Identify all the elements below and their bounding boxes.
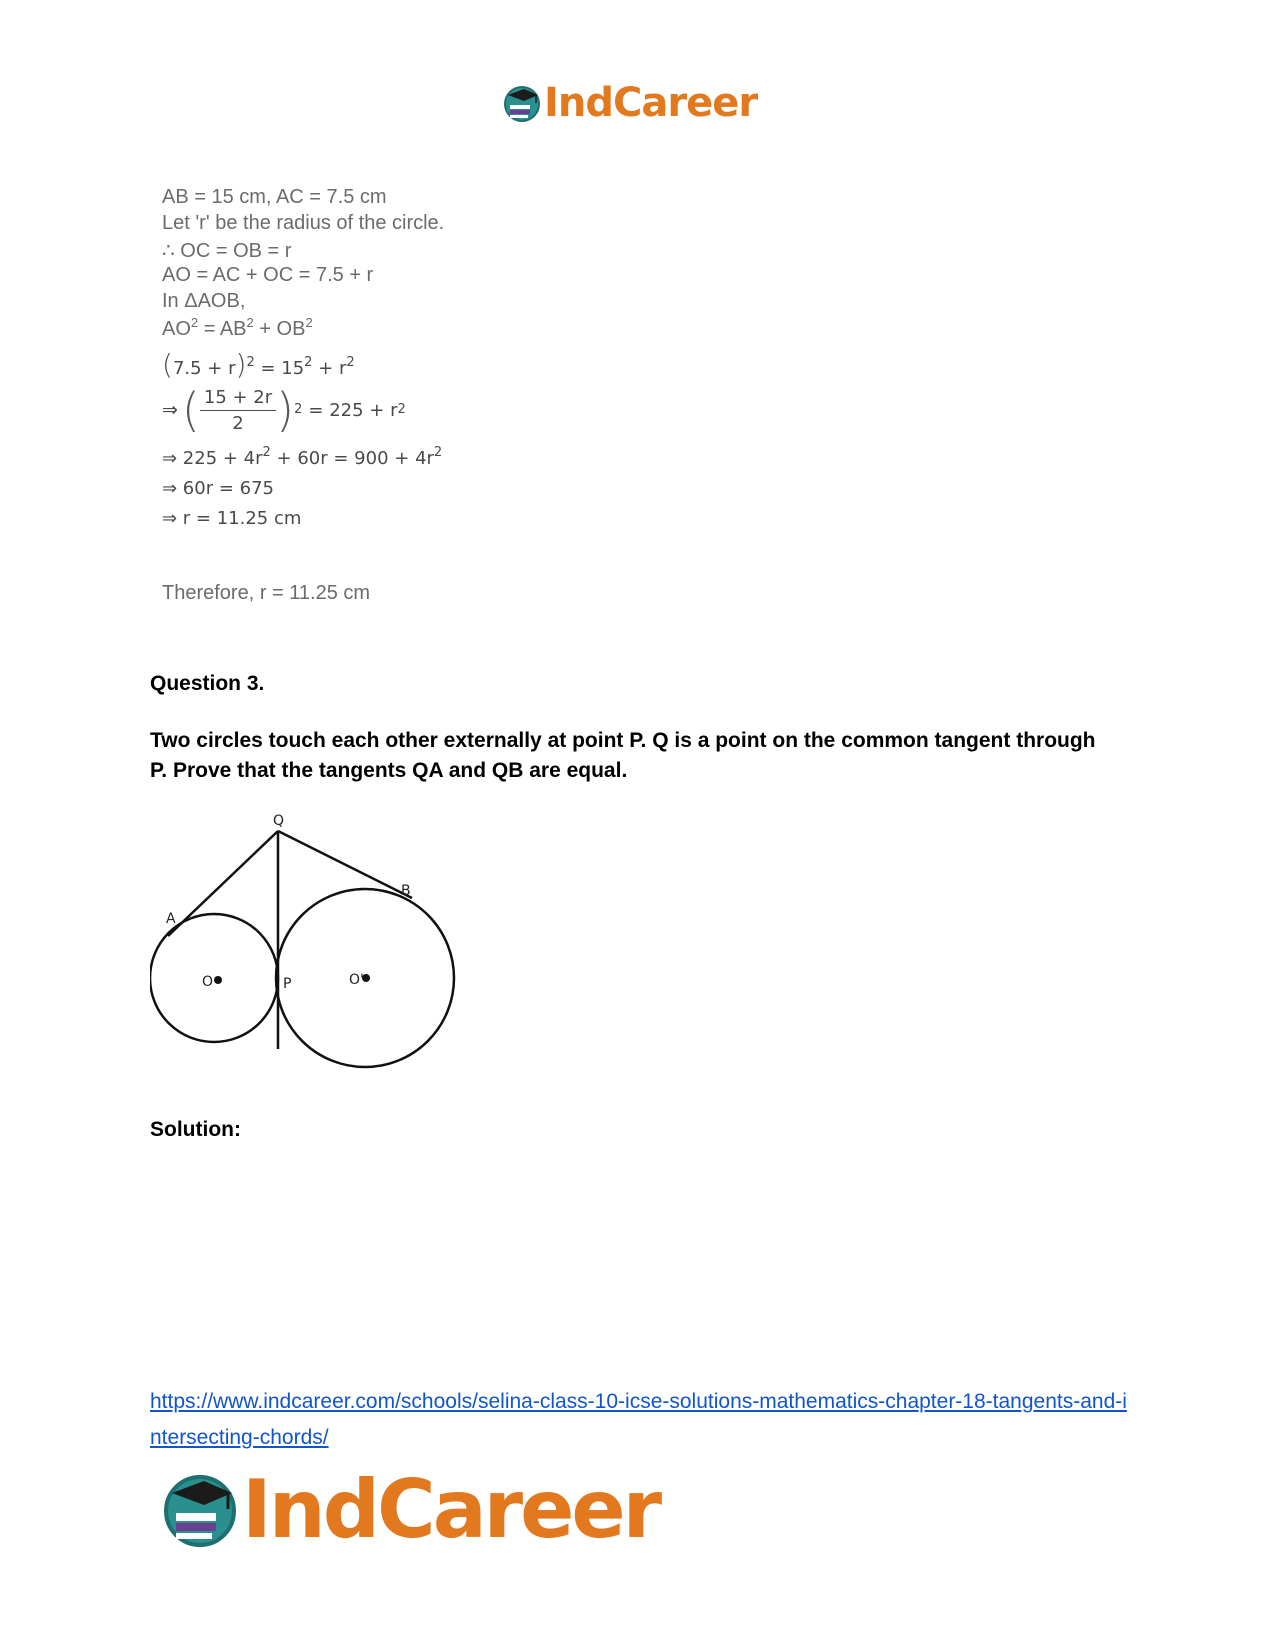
solution-line: [162, 348, 355, 381]
exponent: 2: [433, 445, 443, 460]
solution-heading: Solution:: [150, 1118, 241, 1141]
expr-part: + 60r = 900 + 4r: [270, 448, 434, 469]
paren: (: [162, 348, 173, 381]
expr-part: ⇒ 225 + 4r: [162, 448, 263, 469]
indcareer-logo-icon: [502, 83, 542, 123]
label-b: B: [401, 883, 411, 899]
expr-part: = AB: [198, 318, 247, 340]
paren: ): [276, 383, 295, 437]
paren: (: [181, 383, 200, 437]
solution-line: AB = 15 cm, AC = 7.5 cm: [162, 186, 387, 208]
expr-part: = 225 + r: [308, 399, 398, 421]
expr-part: 7.5 + r: [172, 358, 236, 379]
solution-line: ⇒ r = 11.25 cm: [162, 508, 302, 529]
center-dot: [214, 976, 222, 984]
exponent: 2: [190, 315, 199, 330]
solution-line: AO = AC + OC = 7.5 + r: [162, 264, 374, 286]
tangent-qb: [278, 831, 412, 898]
logo-wordmark: IndCareer: [242, 1462, 660, 1556]
solution-line: ⇒ 60r = 675: [162, 478, 274, 499]
expr-part: = 15: [254, 358, 305, 379]
exponent: 2: [346, 355, 355, 370]
implies-symbol: ⇒: [162, 399, 178, 421]
tangent-qa: [168, 831, 278, 936]
label-o: O: [202, 974, 214, 990]
tangent-circles-figure: [150, 806, 480, 1086]
exponent: 2: [246, 355, 255, 370]
expr-part: + r: [312, 358, 347, 379]
expr-part: + OB: [253, 318, 306, 340]
exponent: 2: [262, 445, 271, 460]
indcareer-logo-icon: [160, 1469, 240, 1549]
solution-line: ⇒ ( $\frac{15 + 2r}{2}$ ) 2 = 225 + r 2: [162, 383, 406, 437]
denominator: 2: [232, 412, 244, 434]
header-logo: [502, 80, 757, 126]
solution-line: Let 'r' be the radius of the circle.: [162, 212, 445, 234]
expr-part: AO: [162, 318, 191, 340]
footer-logo: [160, 1462, 660, 1556]
question-heading: Question 3.: [150, 672, 265, 695]
source-link[interactable]: https://www.indcareer.com/schools/selina-class-10-icse-solutions-mathematics-chapter-18-tangents-and-intersecting-chords/: [150, 1390, 1127, 1449]
logo-wordmark: IndCareer: [544, 80, 758, 126]
label-p: P: [283, 976, 292, 992]
numerator: 15 + 2r: [200, 387, 276, 411]
label-o-prime: O': [349, 972, 364, 988]
exponent: 2: [246, 315, 254, 330]
paren: ): [235, 348, 247, 381]
question-text: Two circles touch each other externally at point P. Q is a point on the common tangent through P. Prove that the tangents QA and QB are equal.: [150, 729, 1096, 782]
label-a: A: [166, 911, 176, 927]
solution-line: In ΔAOB,: [162, 290, 246, 312]
exponent: 2: [305, 315, 313, 330]
solution-line: Therefore, r = 11.25 cm: [162, 582, 371, 604]
label-q: Q: [273, 813, 285, 829]
solution-line: ∴ OC = OB = r: [162, 240, 292, 262]
solution-line: [162, 445, 443, 469]
exponent: 2: [304, 355, 313, 370]
solution-line: [162, 315, 313, 341]
fraction: [200, 387, 276, 434]
